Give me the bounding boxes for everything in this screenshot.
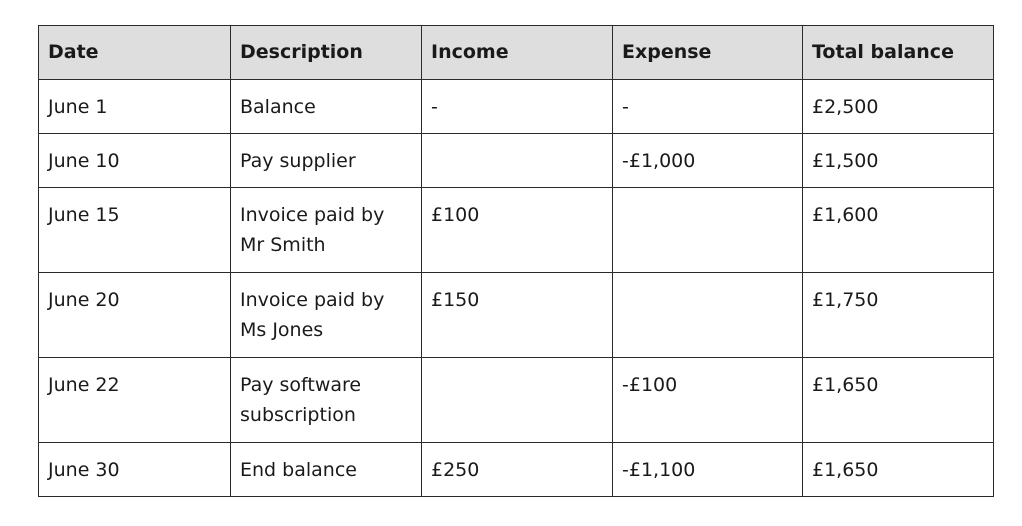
cell-total: £1,650 — [803, 443, 994, 497]
cell-date: June 15 — [39, 188, 231, 273]
table-row — [39, 134, 994, 188]
header-income: Income — [422, 26, 613, 80]
cell-expense — [613, 273, 803, 358]
header-expense: Expense — [613, 26, 803, 80]
header-description: Description — [231, 26, 422, 80]
table-row — [39, 188, 994, 273]
cell-expense: -£100 — [613, 358, 803, 443]
cell-description: Balance — [231, 80, 422, 134]
cell-description: Invoice paid by Mr Smith — [231, 188, 422, 273]
cell-total: £1,750 — [803, 273, 994, 358]
cell-date: June 20 — [39, 273, 231, 358]
header-total-balance: Total balance — [803, 26, 994, 80]
cell-income: - — [422, 80, 613, 134]
table-row — [39, 358, 994, 443]
cell-income: £250 — [422, 443, 613, 497]
cell-total: £1,600 — [803, 188, 994, 273]
cell-total: £2,500 — [803, 80, 994, 134]
header-row — [39, 26, 994, 80]
header-date: Date — [39, 26, 231, 80]
cell-income — [422, 134, 613, 188]
cell-total: £1,650 — [803, 358, 994, 443]
cell-expense: -£1,100 — [613, 443, 803, 497]
table-row — [39, 80, 994, 134]
cell-date: June 1 — [39, 80, 231, 134]
cell-description: Invoice paid by Ms Jones — [231, 273, 422, 358]
cell-expense: -£1,000 — [613, 134, 803, 188]
table-row — [39, 443, 994, 497]
cell-expense: - — [613, 80, 803, 134]
cell-expense — [613, 188, 803, 273]
cell-income: £100 — [422, 188, 613, 273]
cell-description: Pay software subscription — [231, 358, 422, 443]
table-header — [39, 26, 994, 80]
cell-income: £150 — [422, 273, 613, 358]
table-body — [39, 80, 994, 497]
table-row — [39, 273, 994, 358]
balance-table — [38, 25, 994, 497]
cell-date: June 10 — [39, 134, 231, 188]
cell-total: £1,500 — [803, 134, 994, 188]
cell-date: June 30 — [39, 443, 231, 497]
cell-date: June 22 — [39, 358, 231, 443]
cell-description: Pay supplier — [231, 134, 422, 188]
cell-description: End balance — [231, 443, 422, 497]
cell-income — [422, 358, 613, 443]
